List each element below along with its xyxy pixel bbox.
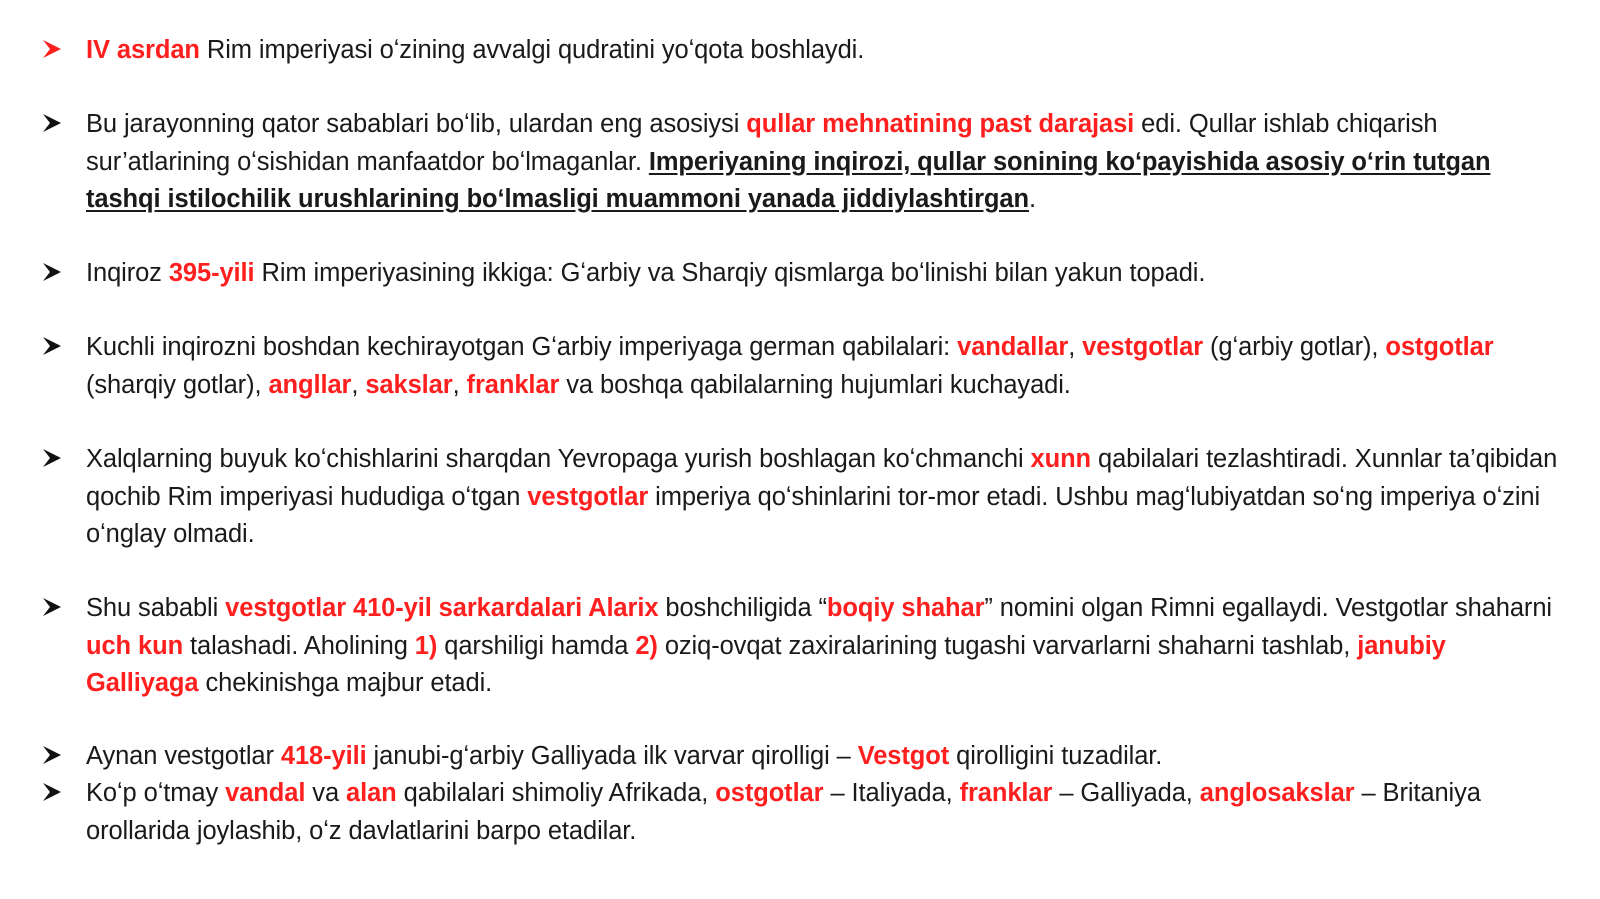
arrow-bullet-icon — [42, 590, 86, 628]
plain-text: chekinishga majbur etadi. — [198, 669, 493, 697]
highlight-text: vandal — [225, 779, 306, 807]
highlight-text: angllar — [268, 370, 352, 399]
highlight-text: 1) — [414, 631, 438, 660]
plain-text: va — [305, 779, 347, 807]
arrow-bullet-icon — [42, 738, 86, 776]
highlight-text: ostgotlar — [1385, 333, 1494, 361]
plain-text: Aynan vestgotlar — [86, 742, 281, 770]
plain-text: ” nomini olgan Rimni egallaydi. Vestgotlar shaharni — [984, 594, 1552, 622]
highlight-text: anglosakslar — [1199, 779, 1355, 807]
bullet-item — [42, 738, 1562, 776]
highlight-text: 418-yili — [280, 742, 367, 770]
arrow-bullet-icon — [42, 775, 86, 813]
highlight-text: boqiy shahar — [826, 594, 985, 622]
highlight-text: 395-yili — [168, 259, 255, 287]
plain-text: va boshqa qabilalarning hujumlari kuchayadi. — [559, 370, 1071, 399]
arrow-bullet-icon — [42, 106, 86, 144]
bullet-item — [42, 255, 1562, 293]
bullet-item — [42, 106, 1562, 219]
underlined-text: Imperiyaning inqirozi, qullar sonining koʻpayishida asosiy oʻrin tutgan tashqi istilochilik urushlarining boʻlmasligi muammoni yanada jiddiylashtirgan — [86, 147, 1491, 213]
highlight-text: sakslar — [365, 370, 453, 399]
plain-text: Bu jarayonning qator sabablari boʻlib, ulardan eng asosiysi — [86, 110, 747, 138]
highlight-text: vestgotlar — [1082, 333, 1204, 361]
highlight-text: franklar — [959, 779, 1053, 807]
plain-text: – Galliyada, — [1052, 779, 1200, 807]
arrow-bullet-icon — [42, 441, 86, 479]
highlight-text: janubiy Galliyaga — [86, 631, 1446, 697]
bullet-text — [86, 106, 1562, 219]
plain-text: Kuchli inqirozni boshdan kechirayotgan Gʻarbiy imperiyaga german qabilalari: — [86, 333, 958, 361]
bullet-text — [86, 590, 1562, 703]
plain-text: Xalqlarning buyuk koʻchishlarini sharqdan Yevropaga yurish boshlagan koʻchmanchi — [86, 445, 1031, 473]
plain-text: , — [351, 370, 366, 399]
plain-text: – Italiyada, — [823, 779, 960, 807]
plain-text: Rim imperiyasining ikkiga: Gʻarbiy va Sharqiy qismlarga boʻlinishi bilan yakun topadi. — [254, 259, 1206, 287]
highlight-text: vestgotlar — [527, 482, 649, 511]
bullet-item — [42, 775, 1562, 850]
highlight-text: uch kun — [86, 631, 184, 660]
plain-text: qarshiligi hamda — [437, 631, 636, 660]
highlight-text: vestgotlar 410-yil sarkardalari Alarix — [225, 594, 659, 622]
bullet-text — [86, 329, 1562, 404]
plain-text: (gʻarbiy gotlar), — [1203, 333, 1386, 361]
highlight-text: ostgotlar — [715, 779, 824, 807]
highlight-text: xunn — [1030, 445, 1092, 473]
plain-text: , — [452, 370, 467, 399]
plain-text: boshchiligida “ — [658, 594, 827, 622]
highlight-text: Vestgot — [857, 742, 950, 770]
plain-text: . — [1028, 185, 1036, 213]
bullet-item — [42, 329, 1562, 404]
bullet-text — [86, 441, 1562, 554]
highlight-text: vandallar — [957, 333, 1069, 361]
plain-text: Koʻp oʻtmay — [86, 779, 226, 807]
highlight-text: alan — [346, 779, 397, 807]
plain-text: Shu sababli — [86, 594, 226, 622]
highlight-text: qullar mehnatining past darajasi — [746, 110, 1135, 138]
arrow-bullet-icon — [42, 329, 86, 367]
plain-text: oziq-ovqat zaxiralarining tugashi varvarlarni shaharni tashlab, — [657, 631, 1358, 660]
plain-text: edi. Qullar ishlab chiqarish sur’atlarining oʻsishidan manfaatdor boʻlmaganlar. — [86, 110, 1438, 176]
arrow-bullet-icon — [42, 255, 86, 293]
plain-text: qabilalari tezlashtiradi. Xunnlar ta’qibidan qochib Rim imperiyasi hududiga oʻtgan — [86, 445, 1558, 511]
plain-text: qabilalari shimoliy Afrikada, — [396, 779, 716, 807]
plain-text: (sharqiy gotlar), — [86, 370, 269, 399]
bullet-text — [86, 32, 1562, 70]
bullet-item — [42, 32, 1562, 70]
plain-text: imperiya qoʻshinlarini tor-mor etadi. Ushbu magʻlubiyatdan soʻng imperiya oʻzini oʻnglay olmadi. — [86, 482, 1541, 548]
plain-text: – Britaniya orollarida joylashib, oʻz davlatlarini barpo etadilar. — [86, 779, 1481, 845]
plain-text: Rim imperiyasi oʻzining avvalgi qudratini yoʻqota boshlaydi. — [199, 36, 865, 64]
bullet-item — [42, 590, 1562, 703]
plain-text: janubi-gʻarbiy Galliyada ilk varvar qirolligi – — [366, 742, 858, 770]
bullet-text — [86, 738, 1562, 776]
plain-text: qirolligini tuzadilar. — [949, 742, 1163, 770]
highlight-text: franklar — [466, 370, 560, 399]
bullet-text — [86, 775, 1562, 850]
plain-text: Inqiroz — [86, 259, 169, 287]
highlight-text: IV asrdan — [86, 36, 200, 64]
bullet-item — [42, 441, 1562, 554]
bullet-text — [86, 255, 1562, 293]
plain-text: talashadi. Aholining — [183, 631, 415, 660]
arrow-bullet-icon — [42, 32, 86, 70]
plain-text: , — [1068, 333, 1083, 361]
highlight-text: 2) — [635, 631, 658, 660]
